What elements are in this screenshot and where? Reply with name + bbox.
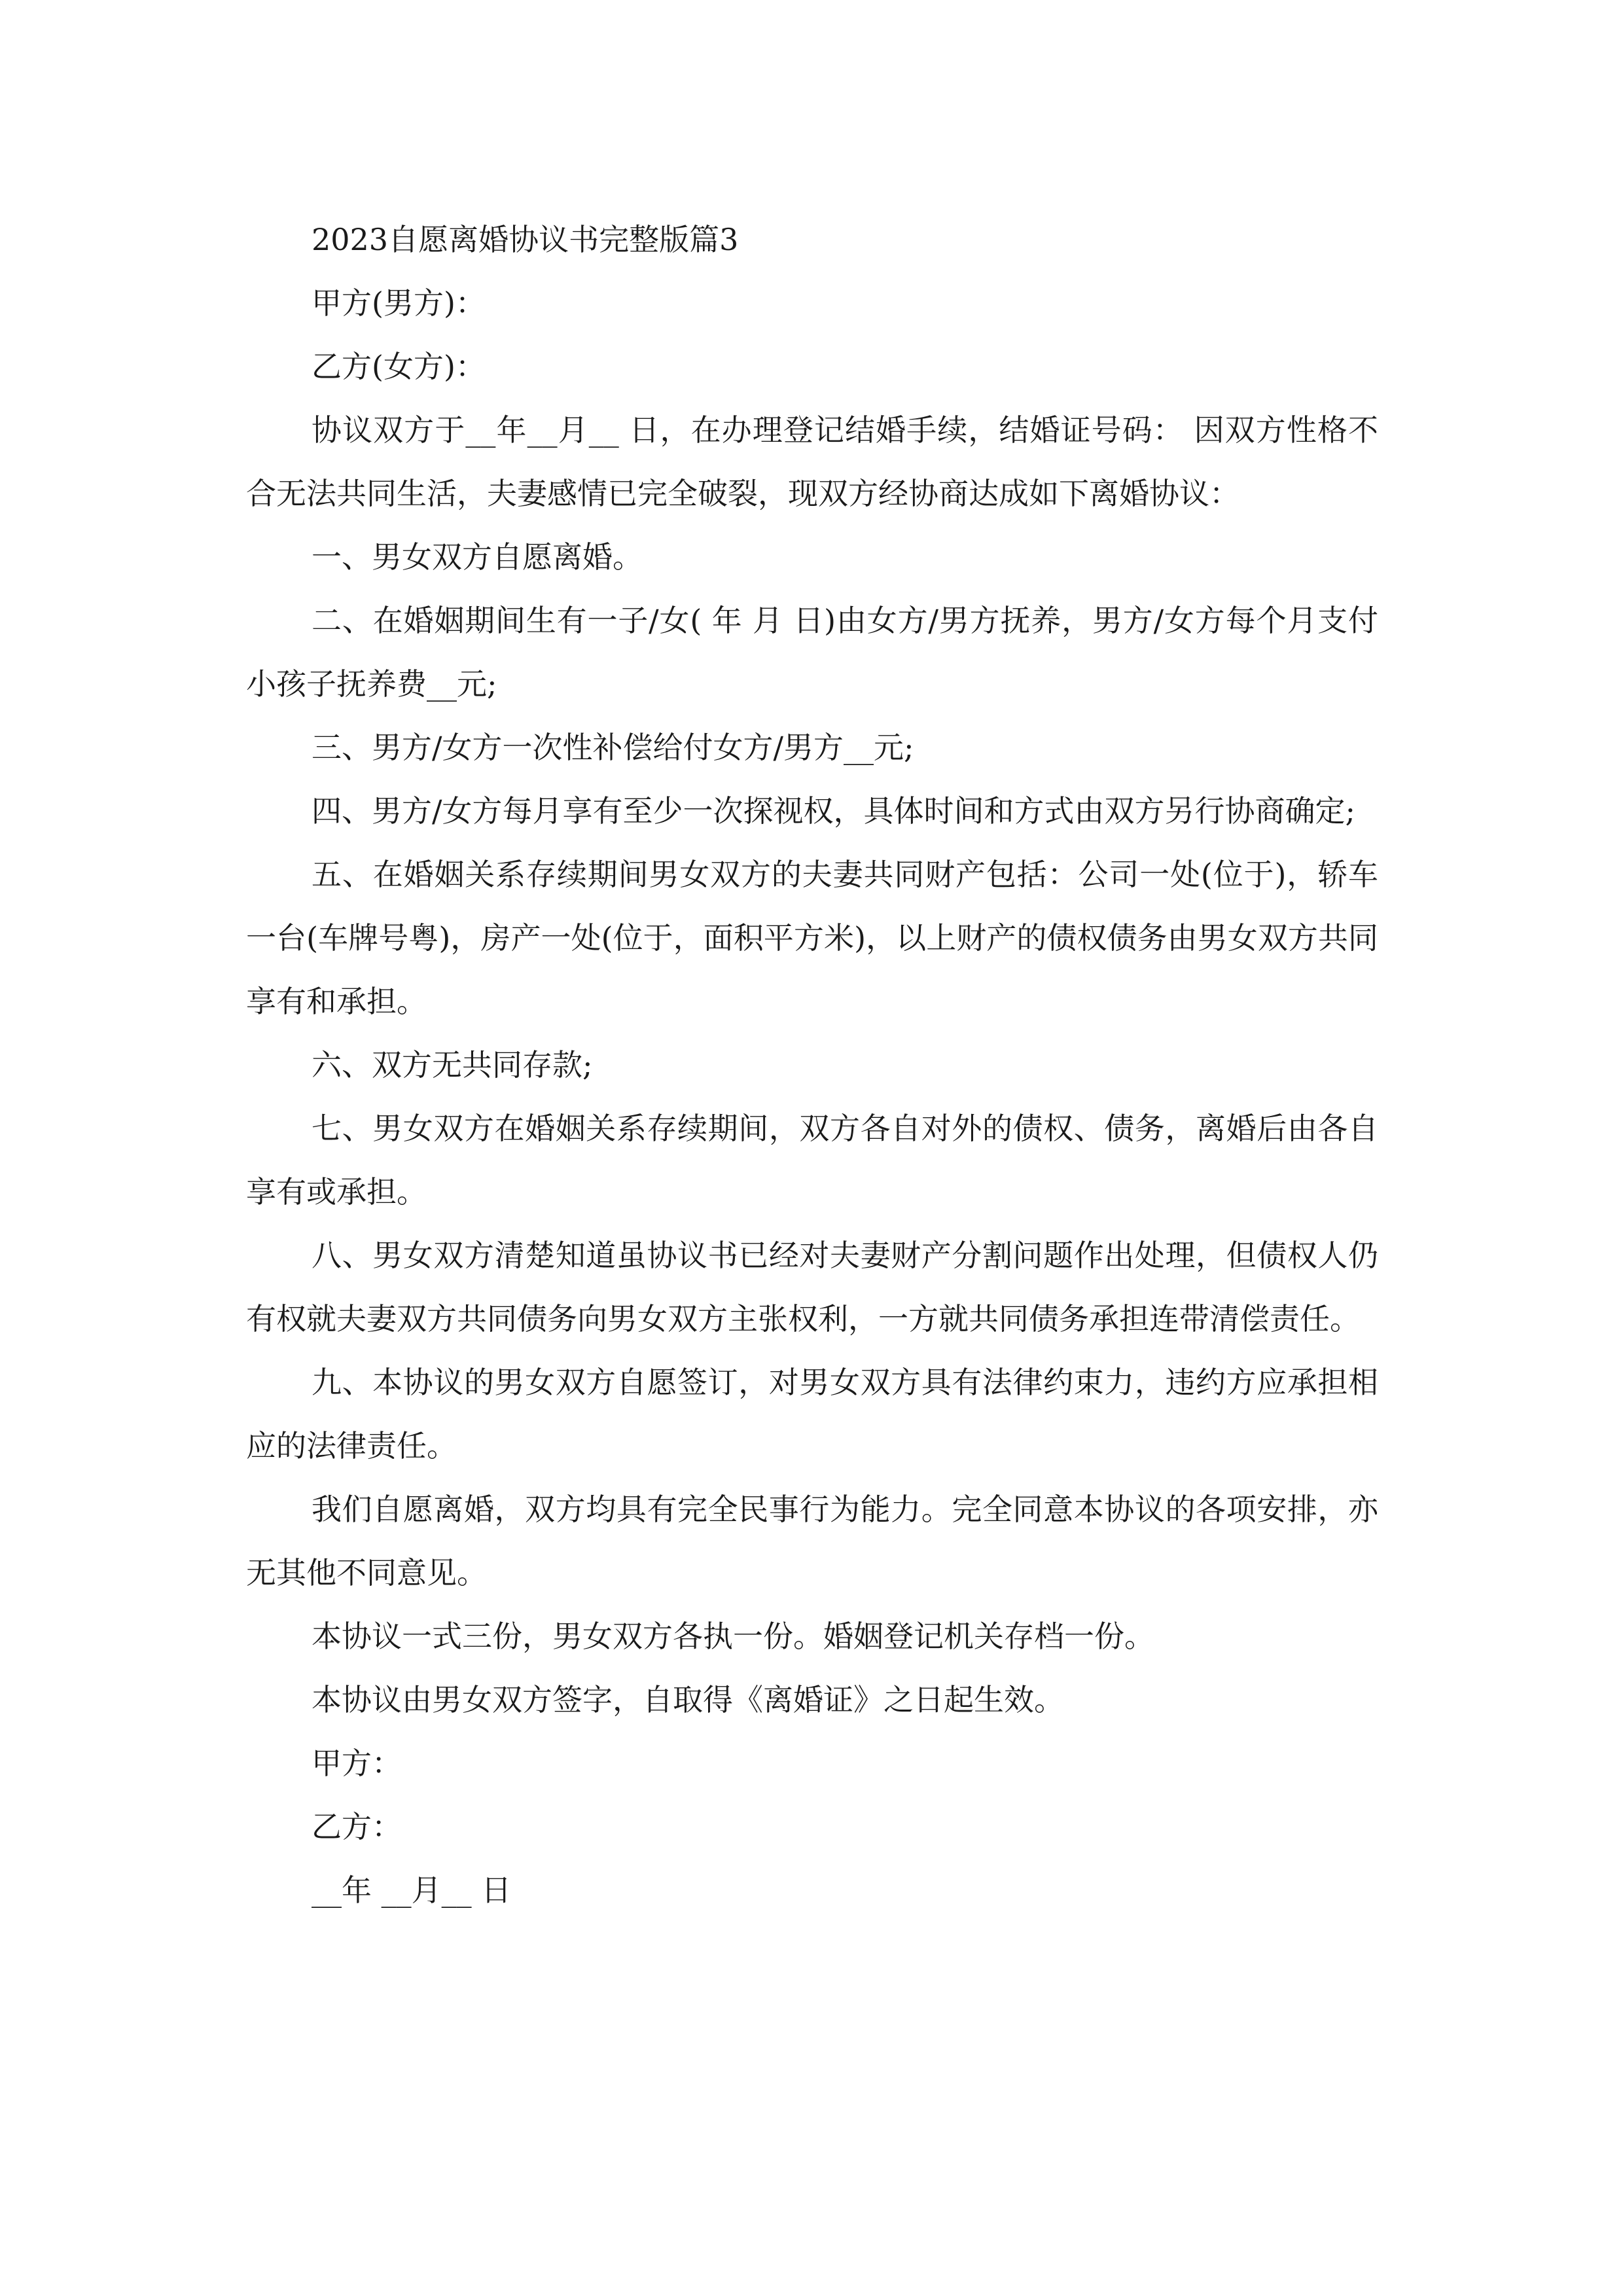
date-line: __年 __月__ 日 (312, 1873, 512, 1908)
document-body (246, 208, 1378, 1922)
party-a-label: 甲方(男方)： (312, 285, 486, 321)
clause-2: 二、在婚姻期间生有一子/女( 年 月 日)由女方/男方抚养，男方/女方每个月支付小孩子抚养费__元; (246, 603, 1378, 702)
intro-paragraph: 协议双方于__年__月__ 日，在办理登记结婚手续，结婚证号码： 因双方性格不合无法共同生活，夫妻感情已完全破裂，现双方经协商达成如下离婚协议： (246, 412, 1378, 511)
clause-5: 五、在婚姻关系存续期间男女双方的夫妻共同财产包括：公司一处(位于)，轿车一台(车牌号粤)，房产一处(位于，面积平方米)，以上财产的债权债务由男女双方共同享有和承担。 (246, 857, 1378, 1019)
signature-party-a: 甲方： (312, 1746, 402, 1781)
clause-8: 八、男女双方清楚知道虽协议书已经对夫妻财产分割问题作出处理，但债权人仍有权就夫妻双方共同债务向男女双方主张权利，一方就共同债务承担连带清偿责任。 (246, 1238, 1378, 1336)
statement-paragraph: 我们自愿离婚，双方均具有完全民事行为能力。完全同意本协议的各项安排，亦无其他不同意见。 (246, 1492, 1378, 1590)
party-b-label: 乙方(女方)： (312, 349, 486, 384)
clause-9: 九、本协议的男女双方自愿签订，对男女双方具有法律约束力，违约方应承担相应的法律责任。 (246, 1365, 1378, 1463)
document-title: 2023自愿离婚协议书完整版篇3 (312, 222, 739, 257)
clause-3: 三、男方/女方一次性补偿给付女方/男方__元; (312, 730, 914, 765)
clause-7: 七、男女双方在婚姻关系存续期间，双方各自对外的债权、债务，离婚后由各自享有或承担。 (246, 1111, 1378, 1210)
clause-1: 一、男女双方自愿离婚。 (312, 539, 643, 575)
copies-line: 本协议一式三份，男女双方各执一份。婚姻登记机关存档一份。 (312, 1619, 1154, 1654)
effective-line: 本协议由男女双方签字，自取得《离婚证》之日起生效。 (312, 1682, 1064, 1717)
clause-6: 六、双方无共同存款; (312, 1047, 593, 1083)
clause-4: 四、男方/女方每月享有至少一次探视权，具体时间和方式由双方另行协商确定; (312, 793, 1355, 829)
signature-party-b: 乙方： (312, 1809, 402, 1844)
